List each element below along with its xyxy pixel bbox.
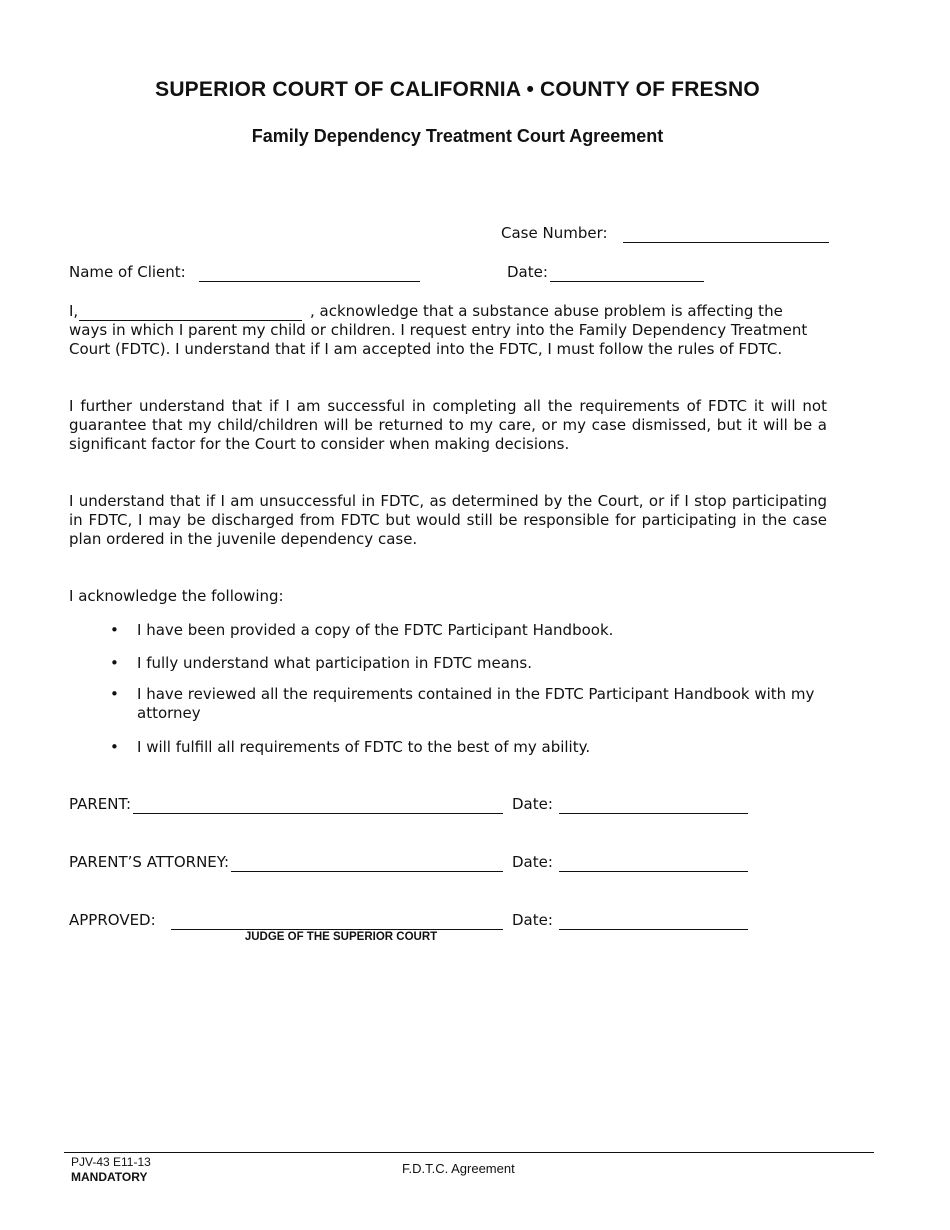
footer-divider: [64, 1152, 874, 1153]
parent-date-field[interactable]: [559, 813, 748, 814]
intro-paragraph: ways in which I parent my child or children. I request entry into the Family Dependency Treatment Court (FDTC). I understand that if I am accepted into the FDTC, I must follow the rules of FDTC.: [69, 321, 808, 358]
mandatory-label: MANDATORY: [71, 1170, 148, 1184]
bullet-item: I have been provided a copy of the FDTC Participant Handbook.: [137, 621, 614, 639]
bullet-item: I fully understand what participation in FDTC means.: [137, 654, 533, 672]
bullet-item: I have reviewed all the requirements contained in the FDTC Participant Handbook with my attorney: [137, 685, 815, 722]
bullet-marker: •: [110, 685, 119, 703]
attorney-date-label: Date:: [512, 853, 553, 871]
client-date-label: Date:: [507, 263, 548, 281]
judge-signature-field[interactable]: [171, 929, 503, 930]
client-date-field[interactable]: [550, 281, 704, 282]
judge-caption: JUDGE OF THE SUPERIOR COURT: [244, 931, 438, 943]
approved-date-label: Date:: [512, 911, 553, 929]
intro-line1: , acknowledge that a substance abuse problem is affecting the: [310, 302, 783, 320]
acknowledge-heading: I acknowledge the following:: [69, 587, 284, 605]
case-number-label: Case Number:: [501, 224, 608, 242]
attorney-signature-field[interactable]: [231, 871, 503, 872]
client-name-field[interactable]: [199, 281, 420, 282]
client-name-label: Name of Client:: [69, 263, 186, 281]
bullet-item: I will fulfill all requirements of FDTC to the best of my ability.: [137, 738, 591, 756]
bullet-marker: •: [110, 654, 119, 672]
attorney-label: PARENT’S ATTORNEY:: [69, 853, 229, 871]
bullet-marker: •: [110, 621, 119, 639]
approved-date-field[interactable]: [559, 929, 748, 930]
approved-label: APPROVED:: [69, 911, 156, 929]
attorney-date-field[interactable]: [559, 871, 748, 872]
form-code: PJV-43 E11-13: [71, 1155, 151, 1169]
bullet-marker: •: [110, 738, 119, 756]
parent-label: PARENT:: [69, 795, 132, 813]
form-title: Family Dependency Treatment Court Agreement: [251, 126, 664, 146]
case-number-field[interactable]: [623, 242, 829, 243]
parent-date-label: Date:: [512, 795, 553, 813]
parent-signature-field[interactable]: [133, 813, 503, 814]
footer-title: F.D.T.C. Agreement: [402, 1161, 515, 1176]
unsuccessful-paragraph: I understand that if I am unsuccessful in FDTC, as determined by the Court, or if I stop participating in FDTC, I may be discharged from FDTC but would still be responsible for participating in the case plan ordered in the juvenile dependency case.: [69, 492, 827, 548]
intro-prefix: I,: [69, 302, 79, 320]
court-title: SUPERIOR COURT OF CALIFORNIA • COUNTY OF FRESNO: [155, 78, 760, 101]
success-paragraph: I further understand that if I am successful in completing all the requirements of FDTC it will not guarantee that my child/children will be returned to my care, or my case dismissed, but it will be a significant factor for the Court to consider when making decisions.: [69, 397, 827, 453]
